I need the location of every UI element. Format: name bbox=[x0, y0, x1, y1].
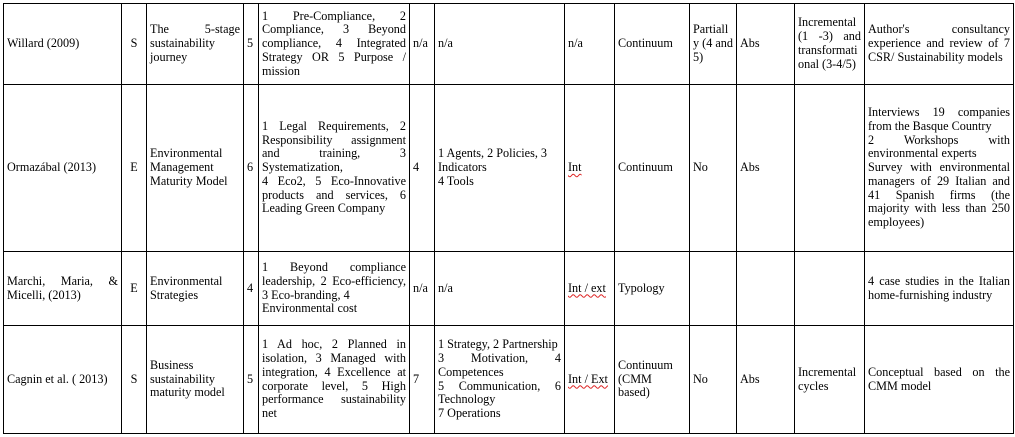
type-cell: E bbox=[122, 252, 147, 326]
focus-text: Int / Ext bbox=[568, 371, 608, 386]
model-name-cell: Business sustainability maturity model bbox=[147, 326, 244, 434]
focus-cell bbox=[565, 252, 615, 326]
levels-count-cell: 5 bbox=[244, 4, 259, 85]
dimensions-description-cell: 1 Strategy, 2 Partnership 3 Motivation, 4 Competences 5 Communication, 6 Technology 7 Operations bbox=[435, 326, 565, 434]
column-12-cell: Incremental cycles bbox=[795, 326, 865, 434]
column-10-cell: Partially (4 and 5) bbox=[690, 4, 737, 85]
basis-cell: Interviews 19 companies from the Basque Country 2 Workshops with environmental experts Survey with environmental managers of 29 Italian and 41 Spanish firms (the majority with less than 250 employees) bbox=[865, 85, 1014, 252]
column-11-cell: Abs bbox=[737, 326, 795, 434]
levels-description-cell: 1 Legal Requirements, 2 Responsibility assignment and training, 3 Systematization, 4 Eco2, 5 Eco-Innovative products and services, 6 Leading Green Company bbox=[259, 85, 410, 252]
basis-cell: Author's consultancy experience and review of 7 CSR/ Sustainability models bbox=[865, 4, 1014, 85]
basis-cell: 4 case studies in the Italian home-furnishing industry bbox=[865, 252, 1014, 326]
focus-text: Int bbox=[568, 160, 582, 175]
column-12-cell bbox=[795, 252, 865, 326]
focus-cell bbox=[565, 85, 615, 252]
model-name-cell: Environmental Strategies bbox=[147, 252, 244, 326]
column-10-cell bbox=[690, 252, 737, 326]
author-cell: Ormazábal (2013) bbox=[4, 85, 122, 252]
dimensions-description-cell: 1 Agents, 2 Policies, 3 Indicators 4 Tools bbox=[435, 85, 565, 252]
column-10-cell: No bbox=[690, 85, 737, 252]
column-10-cell: No bbox=[690, 326, 737, 434]
dimensions-count-cell: n/a bbox=[410, 252, 435, 326]
column-11-cell: Abs bbox=[737, 85, 795, 252]
type-cell: E bbox=[122, 85, 147, 252]
model-name-cell: Environmental Management Maturity Model bbox=[147, 85, 244, 252]
author-cell: Willard (2009) bbox=[4, 4, 122, 85]
dimensions-description-cell: n/a bbox=[435, 252, 565, 326]
structure-cell: Typology bbox=[615, 252, 690, 326]
levels-count-cell: 4 bbox=[244, 252, 259, 326]
levels-count-cell: 5 bbox=[244, 326, 259, 434]
column-11-cell bbox=[737, 252, 795, 326]
author-cell: Marchi, Maria, & Micelli, (2013) bbox=[4, 252, 122, 326]
type-cell: S bbox=[122, 4, 147, 85]
structure-cell: Continuum bbox=[615, 85, 690, 252]
table-row bbox=[4, 252, 1014, 326]
levels-description-cell: 1 Pre-Compliance, 2 Compliance, 3 Beyond compliance, 4 Integrated Strategy OR 5 Purpose / mission bbox=[259, 4, 410, 85]
author-cell: Cagnin et al. ( 2013) bbox=[4, 326, 122, 434]
structure-cell: Continuum (CMM based) bbox=[615, 326, 690, 434]
levels-count-cell: 6 bbox=[244, 85, 259, 252]
dimensions-description-cell: n/a bbox=[435, 4, 565, 85]
table-row bbox=[4, 85, 1014, 252]
column-12-cell bbox=[795, 85, 865, 252]
table-row bbox=[4, 326, 1014, 434]
models-table bbox=[3, 3, 1014, 434]
focus-text: Int / ext bbox=[568, 280, 606, 295]
dimensions-count-cell: 4 bbox=[410, 85, 435, 252]
levels-description-cell: 1 Beyond compliance leadership, 2 Eco-efficiency, 3 Eco-branding, 4 Environmental cost bbox=[259, 252, 410, 326]
basis-cell: Conceptual based on the CMM model bbox=[865, 326, 1014, 434]
column-12-cell: Incremental (1 -3) and transformational (3-4/5) bbox=[795, 4, 865, 85]
type-cell: S bbox=[122, 326, 147, 434]
table-row bbox=[4, 4, 1014, 85]
focus-cell: n/a bbox=[565, 4, 615, 85]
dimensions-count-cell: 7 bbox=[410, 326, 435, 434]
levels-description-cell: 1 Ad hoc, 2 Planned in isolation, 3 Managed with integration, 4 Excellence at corporate level, 5 High performance sustainability net bbox=[259, 326, 410, 434]
structure-cell: Continuum bbox=[615, 4, 690, 85]
dimensions-count-cell: n/a bbox=[410, 4, 435, 85]
focus-cell bbox=[565, 326, 615, 434]
column-11-cell: Abs bbox=[737, 4, 795, 85]
model-name-cell: The 5-stage sustainability journey bbox=[147, 4, 244, 85]
